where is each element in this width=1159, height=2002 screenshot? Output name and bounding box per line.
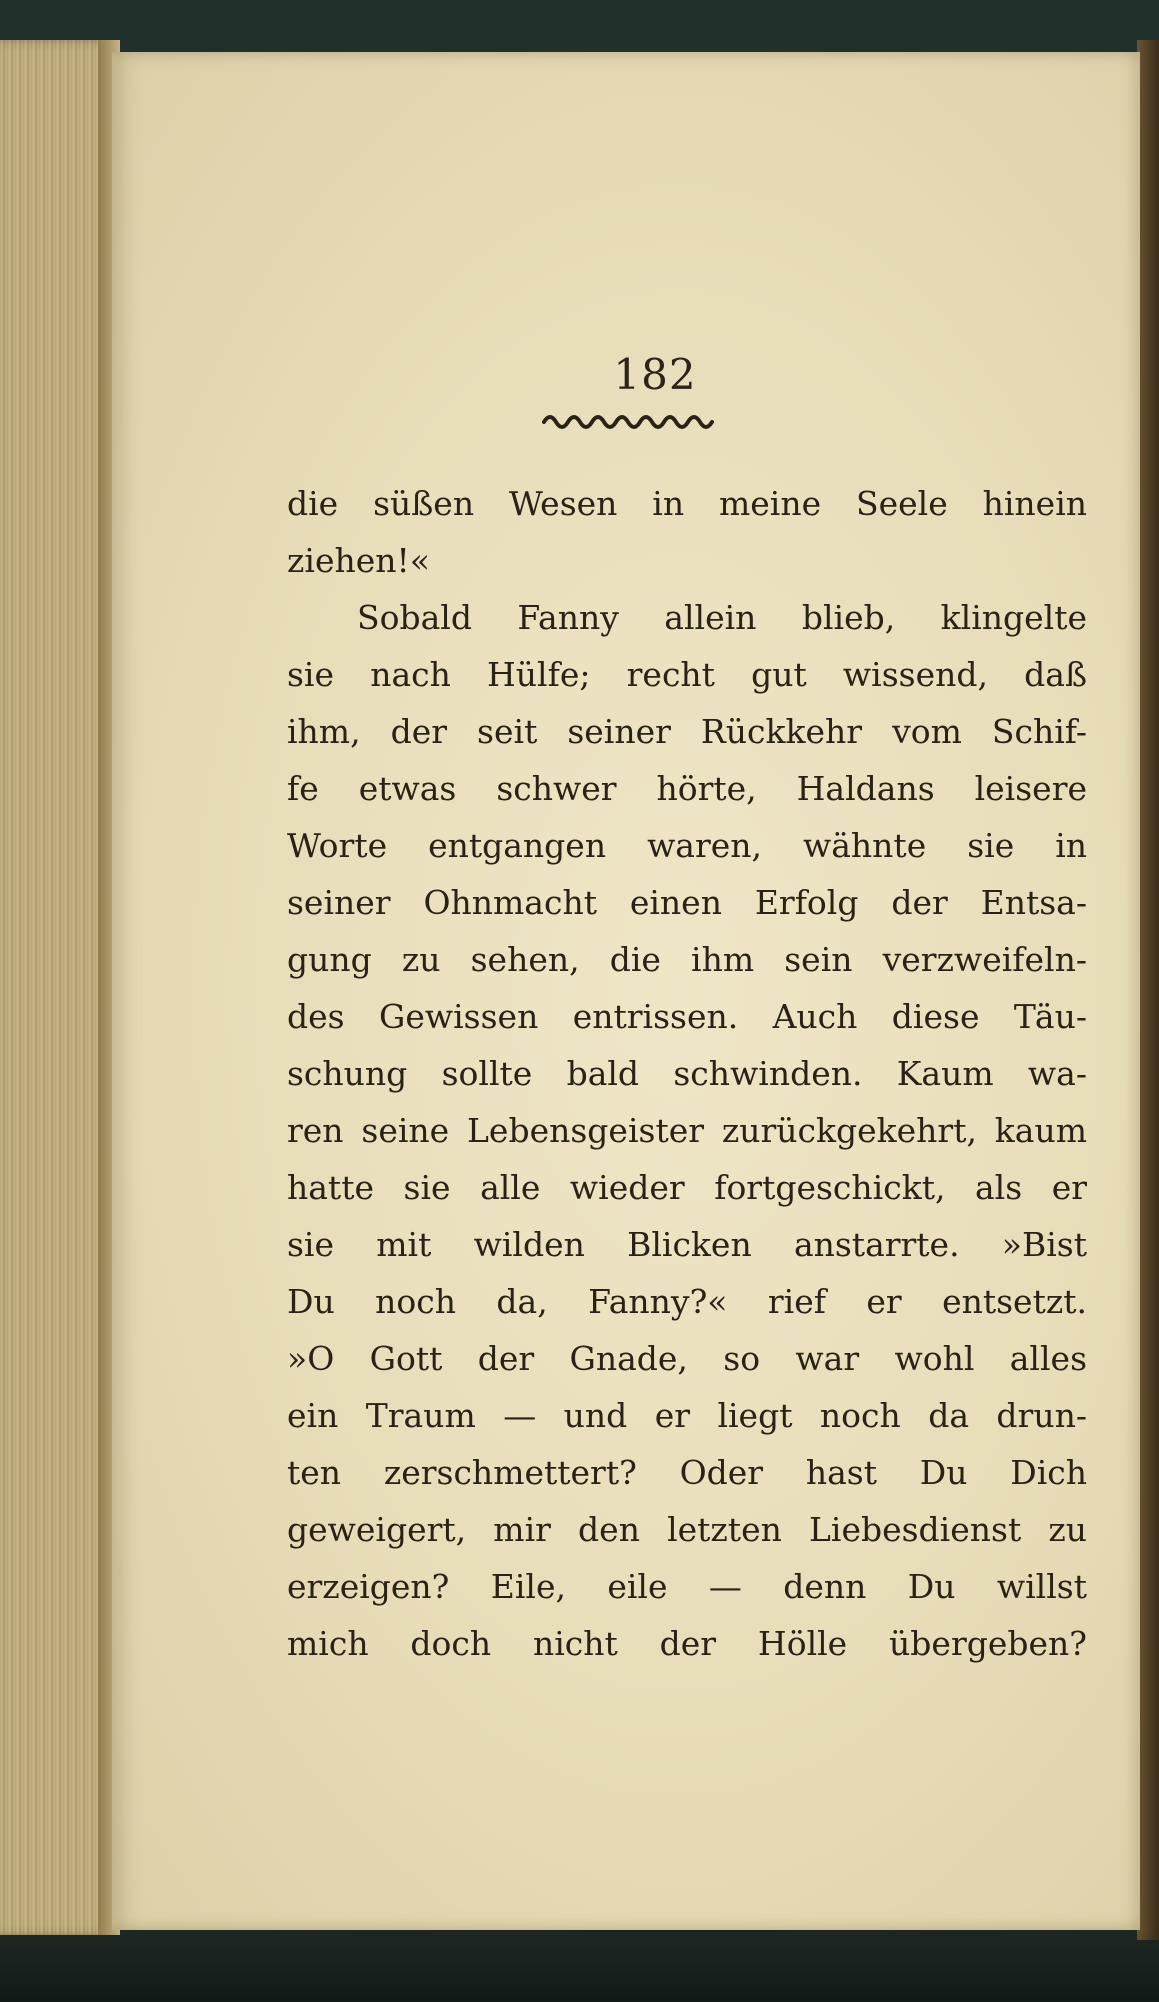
text-line: ein Traum — und er liegt noch da drun- xyxy=(287,1396,1087,1435)
text-line: ihm, der seit seiner Rückkehr vom Schif- xyxy=(287,712,1087,751)
text-line: Du noch da, Fanny?« rief er entsetzt. xyxy=(287,1282,1087,1321)
text-line: Sobald Fanny allein blieb, klingelte xyxy=(357,598,1087,637)
text-line: die süßen Wesen in meine Seele hinein xyxy=(287,484,1087,523)
page-number: 182 xyxy=(613,350,697,399)
text-line: »O Gott der Gnade, so war wohl alles xyxy=(287,1339,1087,1378)
text-line: mich doch nicht der Hölle übergeben? xyxy=(287,1624,1087,1663)
text-line: sie nach Hülfe; recht gut wissend, daß xyxy=(287,655,1087,694)
text-line: erzeigen? Eile, eile — denn Du willst xyxy=(287,1567,1087,1606)
text-line: ren seine Lebensgeister zurückgekehrt, kaum xyxy=(287,1111,1087,1150)
page-stack-edge xyxy=(0,40,120,1935)
text-line: sie mit wilden Blicken anstarrte. »Bist xyxy=(287,1225,1087,1264)
text-line: geweigert, mir den letzten Liebesdienst zu xyxy=(287,1510,1087,1549)
text-line: des Gewissen entrissen. Auch diese Täu- xyxy=(287,997,1087,1036)
text-line: hatte sie alle wieder fortgeschickt, als er xyxy=(287,1168,1087,1207)
wave-ornament-icon xyxy=(542,408,717,430)
text-line: Worte entgangen waren, wähnte sie in xyxy=(287,826,1087,865)
cover-edge xyxy=(1137,40,1159,1940)
text-line: schung sollte bald schwinden. Kaum wa- xyxy=(287,1054,1087,1093)
book-page xyxy=(112,52,1140,1930)
text-line: fe etwas schwer hörte, Haldans leisere xyxy=(287,769,1087,808)
text-line: seiner Ohnmacht einen Erfolg der Entsa- xyxy=(287,883,1087,922)
text-line: ten zerschmettert? Oder hast Du Dich xyxy=(287,1453,1087,1492)
text-line: gung zu sehen, die ihm sein verzweifeln- xyxy=(287,940,1087,979)
text-line: ziehen!« xyxy=(287,541,430,580)
body-text xyxy=(287,475,1087,1672)
bottom-shadow xyxy=(0,1932,1159,2002)
